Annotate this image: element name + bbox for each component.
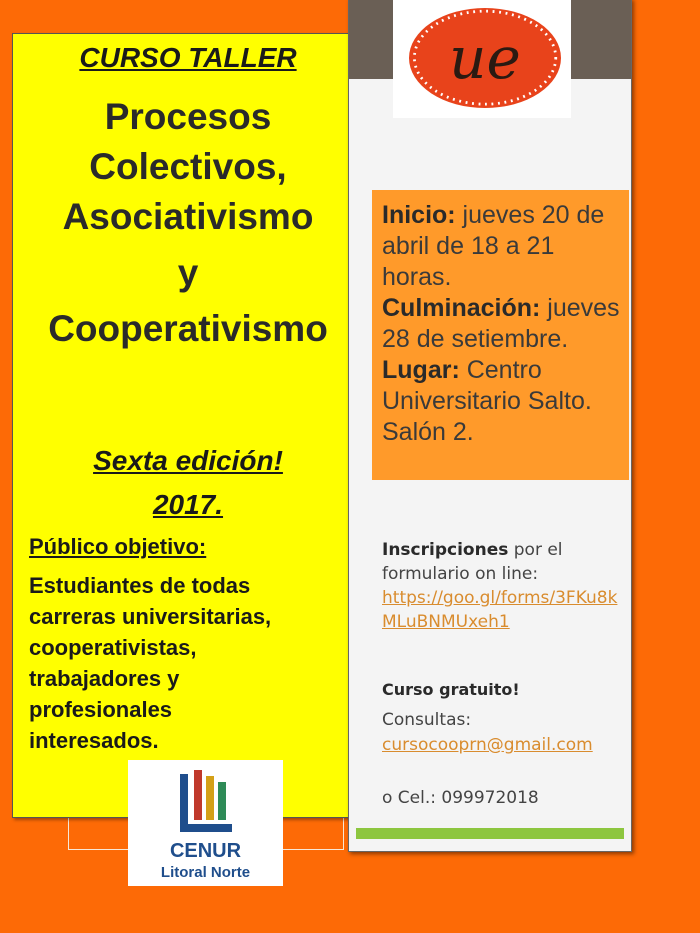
cenur-subtitle: Litoral Norte [160, 864, 251, 881]
edition-year: 2017. [152, 489, 224, 520]
target-audience-list [29, 570, 354, 756]
end-value: jueves 28 de setiembre. [382, 294, 620, 353]
accent-bar [356, 828, 624, 839]
registration-text: por el formulario on line: [382, 540, 563, 584]
free-course-notice: Curso gratuito! [382, 680, 520, 699]
title-line: Procesos [104, 96, 272, 137]
schedule-box [372, 190, 629, 480]
target-line: interesados. [29, 728, 159, 753]
place-label: Lugar: [382, 356, 460, 384]
consult-label: Consultas: [382, 710, 472, 730]
cenur-name: CENUR [169, 840, 242, 862]
title-line: Colectivos, [89, 146, 287, 187]
target-line: carreras universitarias, [29, 604, 272, 629]
course-type-heading: CURSO TALLER [79, 42, 297, 73]
start-value: jueves 20 de abril de 18 a 21 horas. [382, 201, 605, 291]
contact-phone: o Cel.: 099972018 [382, 788, 539, 808]
ue-logo [393, 0, 571, 118]
target-line: profesionales [29, 697, 173, 722]
cenur-emblem-icon [180, 770, 232, 836]
contact-block [382, 708, 622, 758]
place-value: Centro Universitario Salto. Salón 2. [382, 356, 592, 446]
title-line: y [177, 252, 199, 293]
svg-text:ue: ue [449, 24, 521, 92]
title-line: Cooperativismo [48, 308, 328, 349]
contact-email-link[interactable]: cursocooprn@gmail.com [382, 735, 593, 755]
end-label: Culminación: [382, 294, 541, 322]
registration-block [382, 538, 622, 634]
course-title [13, 92, 363, 354]
target-audience-heading: Público objetivo: [29, 534, 207, 559]
registration-form-link[interactable]: https://goo.gl/forms/3FKu8kMLuBNMUxeh1 [382, 588, 618, 632]
target-line: Estudiantes de todas [29, 573, 251, 598]
course-panel [12, 33, 364, 818]
ue-logo-icon [393, 0, 571, 118]
cenur-logo [128, 760, 283, 886]
registration-label: Inscripciones [382, 540, 509, 560]
edition-text: Sexta edición! [93, 445, 283, 476]
start-label: Inicio: [382, 201, 456, 229]
target-line: trabajadores y [29, 666, 180, 691]
title-line: Asociativismo [62, 196, 314, 237]
target-line: cooperativistas, [29, 635, 197, 660]
edition-block [13, 439, 363, 527]
